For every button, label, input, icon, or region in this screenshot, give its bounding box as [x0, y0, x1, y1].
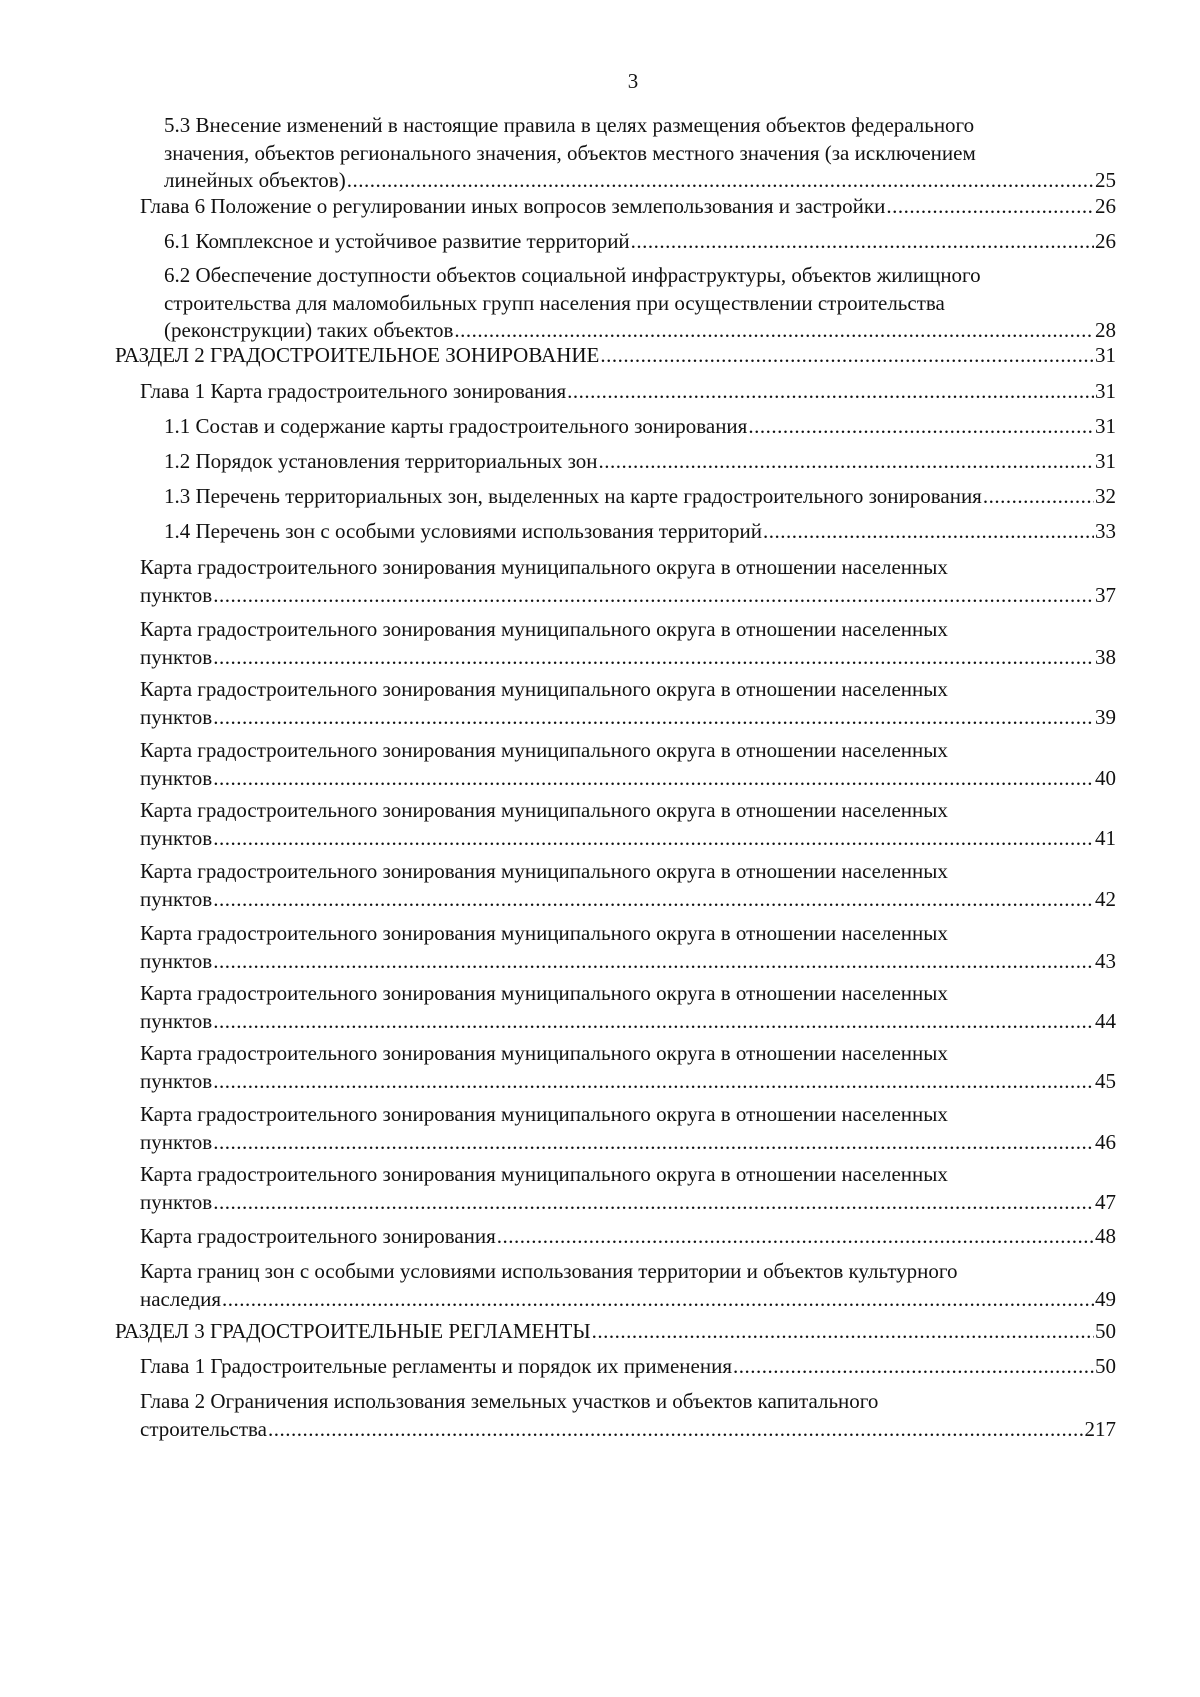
toc-entry-page: 31: [1095, 449, 1116, 473]
toc-entry-title: линейных объектов): [164, 168, 346, 192]
toc-entry-title: Карта градостроительного зонирования: [140, 1224, 496, 1248]
toc-entry-last-line: [164, 413, 1116, 441]
toc-entry-title-lines: [164, 262, 1116, 317]
toc-entry[interactable]: [140, 193, 1116, 221]
toc-entry-page: 44: [1095, 1008, 1116, 1033]
dot-leader: [592, 1318, 1094, 1346]
toc-entry-title-lines: [140, 737, 1116, 765]
toc-entry-title-lines: [140, 920, 1116, 948]
toc-entry-page: 26: [1095, 229, 1116, 253]
toc-entry-last-line: [140, 582, 1116, 610]
toc-entry-title: 6.1 Комплексное и устойчивое развитие территорий: [164, 229, 630, 253]
dot-leader: [763, 518, 1094, 546]
toc-entry[interactable]: [164, 262, 1116, 345]
toc-entry-title: 1.4 Перечень зон с особыми условиями использования территорий: [164, 519, 762, 543]
toc-entry-page: 32: [1095, 484, 1116, 508]
toc-entry-title-lines: [140, 1040, 1116, 1068]
toc-entry-title: Глава 6 Положение о регулировании иных вопросов землепользования и застройки: [140, 194, 886, 218]
toc-entry-title-line: Карта градостроительного зонирования муниципального округа в отношении населенных: [140, 1041, 948, 1065]
toc-entry-last-line: [164, 228, 1116, 256]
toc-entry-page: 45: [1095, 1068, 1116, 1093]
toc-entry-title-line: Карта градостроительного зонирования муниципального округа в отношении населенных: [140, 859, 948, 883]
toc-entry-last-line: [164, 167, 1116, 195]
toc-entry-title: 1.2 Порядок установления территориальных зон: [164, 449, 598, 473]
toc-entry-title-line: строительства для маломобильных групп населения при осуществлении строительства: [164, 290, 945, 315]
toc-entry[interactable]: [140, 676, 1116, 731]
toc-entry[interactable]: [140, 980, 1116, 1035]
toc-entry-title-line: Карта градостроительного зонирования муниципального округа в отношении населенных: [140, 1102, 948, 1126]
toc-entry[interactable]: [115, 342, 1116, 370]
toc-entry-last-line: [164, 518, 1116, 546]
toc-entry[interactable]: [140, 797, 1116, 852]
toc-entry-last-line: [115, 1318, 1116, 1346]
dot-leader: [213, 704, 1094, 732]
toc-entry-title-line: Карта границ зон с особыми условиями использования территории и объектов культурного: [140, 1259, 958, 1283]
toc-entry-page: 40: [1095, 765, 1116, 790]
dot-leader: [347, 167, 1094, 195]
dot-leader: [213, 644, 1094, 672]
toc-entry-title-lines: [140, 676, 1116, 704]
toc-entry[interactable]: [140, 1388, 1116, 1443]
toc-entry[interactable]: [164, 413, 1116, 441]
toc-entry-title: наследия: [140, 1286, 221, 1311]
toc-entry-title: 1.3 Перечень территориальных зон, выделенных на карте градостроительного зонирования: [164, 484, 982, 508]
dot-leader: [748, 413, 1094, 441]
toc-entry-title: РАЗДЕЛ 2 ГРАДОСТРОИТЕЛЬНОЕ ЗОНИРОВАНИЕ: [115, 343, 600, 367]
toc-entry[interactable]: [140, 1353, 1116, 1381]
dot-leader: [567, 378, 1094, 406]
toc-entry[interactable]: [140, 1161, 1116, 1216]
dot-leader: [213, 948, 1094, 976]
toc-entry-page: 31: [1095, 343, 1116, 367]
toc-entry[interactable]: [140, 1223, 1116, 1251]
dot-leader: [213, 1008, 1094, 1036]
toc-entry-page: 25: [1095, 168, 1116, 192]
dot-leader: [213, 1189, 1094, 1217]
toc-entry-title-lines: [140, 1258, 1116, 1286]
toc-entry-page: 48: [1095, 1224, 1116, 1248]
toc-entry[interactable]: [164, 228, 1116, 256]
page-number: 3: [627, 69, 639, 93]
toc-entry-page: 28: [1095, 318, 1116, 342]
dot-leader: [222, 1286, 1094, 1314]
toc-entry-title-line: Карта градостроительного зонирования муниципального округа в отношении населенных: [140, 981, 948, 1005]
toc-entry-last-line: [140, 1416, 1116, 1444]
toc-entry-page: 42: [1095, 886, 1116, 911]
toc-entry-title-lines: [164, 112, 1116, 167]
toc-entry-title: (реконструкции) таких объектов: [164, 318, 454, 342]
toc-entry-last-line: [140, 1286, 1116, 1314]
toc-entry-page: 50: [1095, 1319, 1116, 1343]
toc-entry-title-lines: [140, 554, 1116, 582]
toc-entry-title-lines: [140, 1161, 1116, 1189]
dot-leader: [497, 1223, 1094, 1251]
toc-entry-title-line: Карта градостроительного зонирования муниципального округа в отношении населенных: [140, 798, 948, 822]
toc-entry-title-lines: [140, 1101, 1116, 1129]
toc-entry-last-line: [140, 1008, 1116, 1036]
dot-leader: [268, 1416, 1083, 1444]
toc-entry-last-line: [140, 1129, 1116, 1157]
toc-entry[interactable]: [140, 554, 1116, 609]
toc-entry-title-line: значения, объектов регионального значения, объектов местного значения (за исключением: [164, 140, 976, 165]
toc-entry[interactable]: [140, 1040, 1116, 1095]
toc-entry-title: РАЗДЕЛ 3 ГРАДОСТРОИТЕЛЬНЫЕ РЕГЛАМЕНТЫ: [115, 1319, 591, 1343]
dot-leader: [213, 582, 1094, 610]
toc-entry-title-lines: [140, 797, 1116, 825]
dot-leader: [983, 483, 1094, 511]
toc-entry-title-lines: [140, 980, 1116, 1008]
toc-entry-page: 33: [1095, 519, 1116, 543]
toc-entry-page: 43: [1095, 948, 1116, 973]
toc-entry-page: 217: [1084, 1416, 1116, 1441]
toc-entry-page: 39: [1095, 704, 1116, 729]
dot-leader: [631, 228, 1094, 256]
dot-leader: [600, 342, 1094, 370]
toc-entry-last-line: [140, 1223, 1116, 1251]
toc-entry-last-line: [140, 644, 1116, 672]
toc-entry-page: 26: [1095, 194, 1116, 218]
toc-entry-page: 47: [1095, 1189, 1116, 1214]
toc-entry-title-lines: [140, 616, 1116, 644]
toc-entry[interactable]: [140, 920, 1116, 975]
dot-leader: [213, 886, 1094, 914]
toc-entry-title-line: Карта градостроительного зонирования муниципального округа в отношении населенных: [140, 921, 948, 945]
toc-entry-title-lines: [140, 1388, 1116, 1416]
toc-entry-title-line: Карта градостроительного зонирования муниципального округа в отношении населенных: [140, 555, 948, 579]
toc-entry-title-lines: [140, 858, 1116, 886]
toc-entry-title: Глава 1 Градостроительные регламенты и порядок их применения: [140, 1354, 732, 1378]
toc-entry-title-line: 6.2 Обеспечение доступности объектов социальной инфраструктуры, объектов жилищного: [164, 263, 981, 287]
toc-entry-title: пунктов: [140, 765, 213, 790]
toc-entry-title: пунктов: [140, 1008, 213, 1033]
toc-entry[interactable]: [140, 616, 1116, 671]
toc-entry-title-line: 5.3 Внесение изменений в настоящие правила в целях размещения объектов федерального: [164, 113, 975, 137]
toc-entry-last-line: [140, 193, 1116, 221]
dot-leader: [213, 1129, 1094, 1157]
toc-entry[interactable]: [140, 858, 1116, 913]
toc-entry-title: пунктов: [140, 1189, 213, 1214]
toc-entry[interactable]: [140, 1101, 1116, 1156]
dot-leader: [213, 825, 1094, 853]
dot-leader: [886, 193, 1094, 221]
toc-entry-last-line: [140, 1068, 1116, 1096]
toc-entry[interactable]: [140, 378, 1116, 406]
toc-entry-title: строительства: [140, 1416, 268, 1441]
toc-entry-last-line: [164, 448, 1116, 476]
dot-leader: [213, 1068, 1094, 1096]
toc-entry-title-line: Карта градостроительного зонирования муниципального округа в отношении населенных: [140, 1162, 948, 1186]
dot-leader: [454, 317, 1094, 345]
toc-entry-last-line: [140, 378, 1116, 406]
toc-entry[interactable]: [140, 1258, 1116, 1313]
toc-entry-last-line: [115, 342, 1116, 370]
toc-entry[interactable]: [140, 737, 1116, 792]
toc-entry-title-line: Карта градостроительного зонирования муниципального округа в отношении населенных: [140, 677, 948, 701]
toc-entry-page: 49: [1095, 1286, 1116, 1311]
toc-entry-title-line: Глава 2 Ограничения использования земельных участков и объектов капитального: [140, 1389, 879, 1413]
toc-entry-title-line: Карта градостроительного зонирования муниципального округа в отношении населенных: [140, 738, 948, 762]
toc-entry-last-line: [140, 886, 1116, 914]
toc-entry[interactable]: [164, 112, 1116, 195]
toc-entry-page: 50: [1095, 1354, 1116, 1378]
toc-entry[interactable]: [164, 483, 1116, 511]
toc-entry-title: пунктов: [140, 644, 213, 669]
toc-entry-last-line: [140, 704, 1116, 732]
toc-entry-title: Глава 1 Карта градостроительного зонирования: [140, 379, 567, 403]
toc-entry[interactable]: [164, 448, 1116, 476]
toc-entry-page: 37: [1095, 582, 1116, 607]
toc-entry-title-line: Карта градостроительного зонирования муниципального округа в отношении населенных: [140, 617, 948, 641]
toc-entry-last-line: [140, 1189, 1116, 1217]
dot-leader: [213, 765, 1094, 793]
toc-entry[interactable]: [164, 518, 1116, 546]
toc-entry-title: пунктов: [140, 825, 213, 850]
toc-entry-last-line: [140, 825, 1116, 853]
toc-entry-page: 41: [1095, 825, 1116, 850]
toc-entry[interactable]: [115, 1318, 1116, 1346]
toc-entry-title: пунктов: [140, 948, 213, 973]
toc-entry-title: 1.1 Состав и содержание карты градостроительного зонирования: [164, 414, 748, 438]
toc-entry-last-line: [140, 948, 1116, 976]
toc-entry-last-line: [164, 483, 1116, 511]
toc-entry-title: пунктов: [140, 704, 213, 729]
dot-leader: [599, 448, 1094, 476]
toc-entry-title: пунктов: [140, 1068, 213, 1093]
dot-leader: [733, 1353, 1094, 1381]
toc-entry-page: 31: [1095, 414, 1116, 438]
toc-entry-last-line: [140, 765, 1116, 793]
toc-entry-title: пунктов: [140, 582, 213, 607]
toc-entry-title: пунктов: [140, 1129, 213, 1154]
toc-entry-title: пунктов: [140, 886, 213, 911]
toc-entry-last-line: [164, 317, 1116, 345]
toc-entry-last-line: [140, 1353, 1116, 1381]
toc-entry-page: 38: [1095, 644, 1116, 669]
toc-entry-page: 46: [1095, 1129, 1116, 1154]
toc-entry-page: 31: [1095, 379, 1116, 403]
